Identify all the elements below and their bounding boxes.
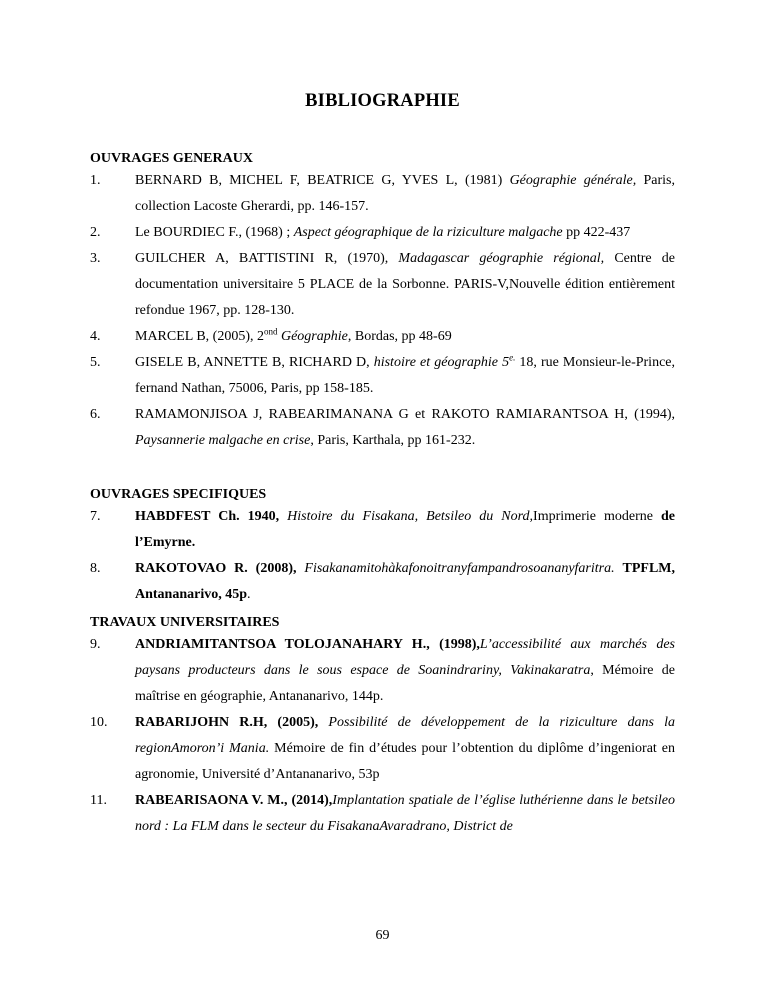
- section-heading: TRAVAUX UNIVERSITAIRES: [90, 615, 280, 630]
- entry-number: 2.: [90, 225, 101, 240]
- entry-work-title: Géographie: [277, 329, 348, 344]
- entry-publisher: TPFLM, Antananarivo, 45p: [135, 561, 676, 602]
- entry-publication: Centre de documentation universitaire 5 PLACE de la Sorbonne. PARIS-V,Nouvelle édition entièrement refondue 1967, pp. 128-130.: [135, 251, 675, 318]
- entry-authors: GISELE B, ANNETTE B, RICHARD D,: [135, 355, 374, 370]
- entry-superscript: e.: [509, 352, 516, 363]
- entry-publication: Imprimerie moderne: [533, 509, 662, 524]
- entry-number: 9.: [90, 637, 101, 652]
- entry-number: 6.: [90, 407, 101, 422]
- entry-work-title: Paysannerie malgache en crise: [135, 433, 311, 448]
- entry-work-title: Géographie générale,: [509, 173, 637, 188]
- reference-entry: [90, 632, 675, 710]
- entry-number: 11.: [90, 793, 107, 808]
- page-title: BIBLIOGRAPHIE: [305, 91, 460, 111]
- entry-number: 1.: [90, 173, 101, 188]
- entry-authors: RAKOTOVAO R. (2008),: [135, 561, 297, 576]
- reference-list: [90, 168, 675, 454]
- entry-work-title: histoire et géographie 5: [373, 355, 510, 370]
- entry-publisher: de l’Emyrne.: [135, 509, 676, 550]
- entry-superscript: ond: [263, 326, 278, 337]
- reference-entry: [90, 556, 675, 608]
- entry-number: 8.: [90, 561, 101, 576]
- entry-separator: [615, 561, 623, 576]
- entry-work-title: Implantation spatiale de l’église luthérienne dans le betsileo nord : La FLM dans le secteur du FisakanaAvaradrano, District de: [135, 793, 675, 834]
- reference-entry: [90, 350, 675, 402]
- entry-publication: Mémoire de fin d’études pour l’obtention du diplôme d’ingeniorat en agronomie, Université d’Antananarivo, 53p: [135, 741, 676, 782]
- entry-work-title: Possibilité de développement de la riziculture dans la regionAmoron’i Mania.: [135, 715, 675, 756]
- entry-work-title: Histoire du Fisakana, Betsileo du Nord,: [279, 509, 534, 524]
- entry-work-title: Aspect géographique de la riziculture malgache: [293, 225, 563, 240]
- entry-authors: RAMAMONJISOA J, RABEARIMANANA G et RAKOTO RAMIARANTSOA H, (1994),: [135, 407, 675, 422]
- entry-number: 5.: [90, 355, 101, 370]
- reference-entry: [90, 220, 675, 246]
- section-heading: OUVRAGES SPECIFIQUES: [90, 487, 267, 502]
- section-ouvrages-specifiques: [90, 486, 675, 608]
- entry-authors: RABARIJOHN R.H, (2005),: [135, 715, 329, 730]
- entry-number: 3.: [90, 251, 101, 266]
- reference-entry: [90, 788, 675, 840]
- reference-list: [90, 632, 675, 840]
- entry-authors: HABDFEST Ch. 1940,: [135, 509, 280, 524]
- entry-publication: , Mémoire de maîtrise en géographie, Antananarivo, 144p.: [135, 663, 676, 704]
- section-travaux-universitaires: [90, 614, 675, 840]
- entry-end: .: [247, 587, 251, 602]
- entry-publication: , Paris, Karthala, pp 161-232.: [310, 433, 476, 448]
- entry-authors: BERNARD B, MICHEL F, BEATRICE G, YVES L, (1981): [135, 173, 510, 188]
- entry-number: 4.: [90, 329, 101, 344]
- entry-publication: Paris, collection Lacoste Gherardi, pp. 146-157.: [135, 173, 676, 214]
- reference-entry: [90, 504, 675, 556]
- entry-authors: RABEARISAONA V. M., (2014),: [135, 793, 333, 808]
- entry-authors: GUILCHER A, BATTISTINI R, (1970),: [135, 251, 399, 266]
- entry-publication: 18, rue Monsieur-le-Prince, fernand Nathan, 75006, Paris, pp 158-185.: [135, 355, 675, 396]
- entry-work-title: L’accessibilité aux marchés des paysans producteurs dans le sous espace de Soanindrariny, Vakinakaratra: [135, 637, 675, 678]
- reference-entry: [90, 324, 675, 350]
- page-number: 69: [375, 928, 390, 943]
- entry-number: 10.: [90, 715, 108, 730]
- section-ouvrages-generaux: [90, 150, 675, 454]
- reference-entry: [90, 710, 675, 788]
- entry-authors: MARCEL B, (2005), 2: [135, 329, 264, 344]
- entry-publication: , Bordas, pp 48-69: [347, 329, 452, 344]
- entry-number: 7.: [90, 509, 101, 524]
- entry-authors: Le BOURDIEC F., (1968) ;: [135, 225, 294, 240]
- reference-list: [90, 504, 675, 608]
- entry-authors: ANDRIAMITANTSOA TOLOJANAHARY H., (1998),: [135, 637, 480, 652]
- reference-entry: [90, 168, 675, 220]
- section-heading: OUVRAGES GENERAUX: [90, 151, 253, 166]
- entry-publication: pp 422-437: [562, 225, 631, 240]
- entry-work-title: Madagascar géographie régional,: [398, 251, 605, 266]
- entry-work-title: Fisakanamitohàkafonoitranyfampandrosoananyfaritra.: [296, 561, 615, 576]
- reference-entry: [90, 246, 675, 324]
- reference-entry: [90, 402, 675, 454]
